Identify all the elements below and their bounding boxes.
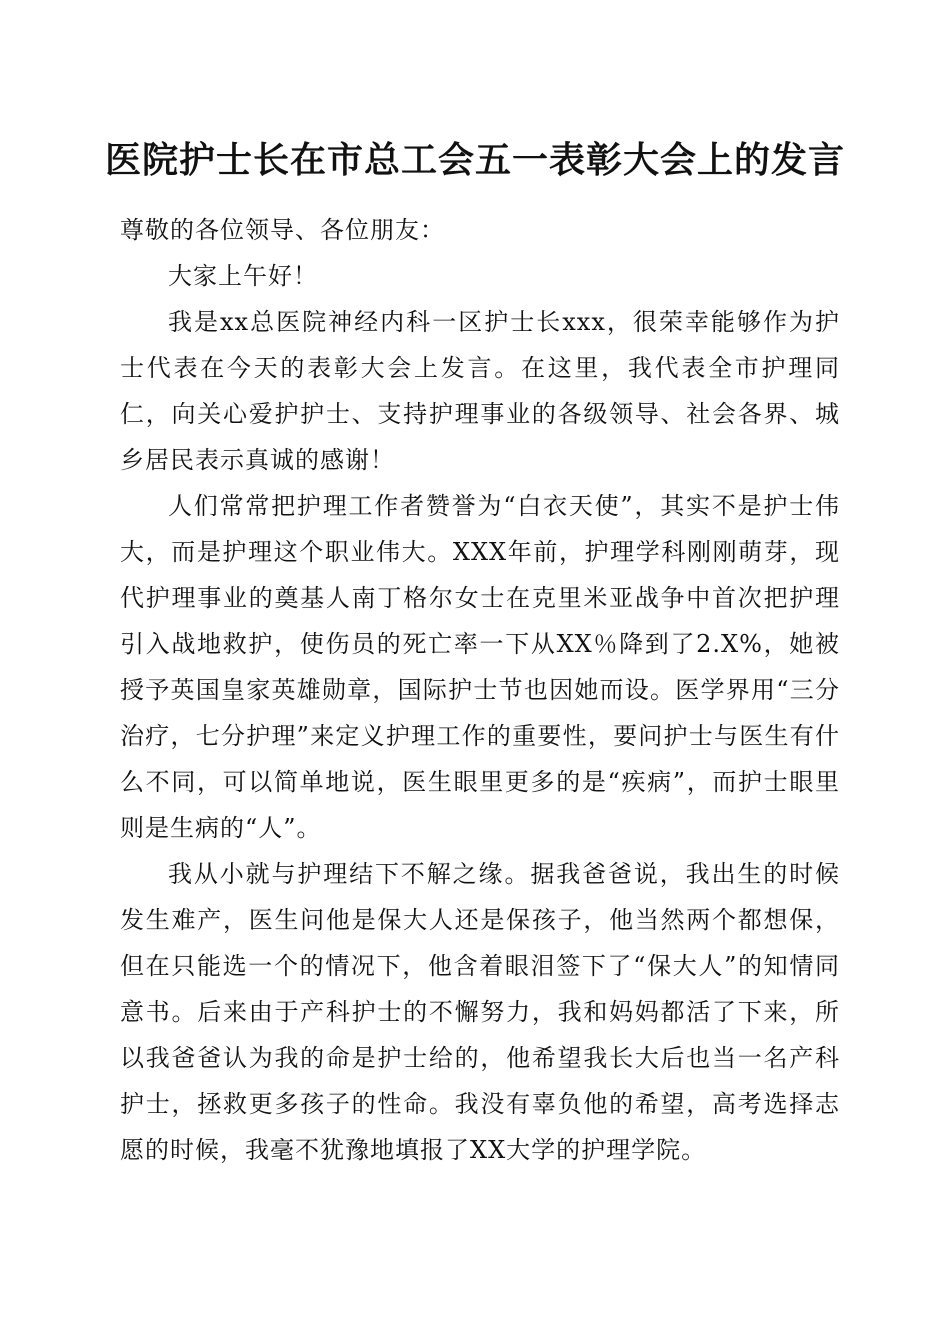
document-body (120, 207, 840, 1173)
paragraph-introduction: 我是xx总医院神经内科一区护士长xxx，很荣幸能够作为护士代表在今天的表彰大会上发言。在这里，我代表全市护理同仁，向关心爱护护士、支持护理事业的各级领导、社会各界、城乡居民表示真诚的感谢！ (120, 308, 840, 474)
salutation: 尊敬的各位领导、各位朋友： (120, 216, 445, 244)
paragraph-greeting: 大家上午好！ (168, 262, 318, 290)
paragraph-personal-story: 我从小就与护理结下不解之缘。据我爸爸说，我出生的时候发生难产，医生问他是保大人还是保孩子，他当然两个都想保，但在只能选一个的情况下，他含着眼泪签下了“保大人”的知情同意书。后来由于产科护士的不懈努力，我和妈妈都活了下来，所以我爸爸认为我的命是护士给的，他希望我长大后也当一名产科护士，拯救更多孩子的性命。我没有辜负他的希望，高考选择志愿的时候，我毫不犹豫地填报了XX大学的护理学院。 (120, 860, 840, 1164)
paragraph-nursing-profession: 人们常常把护理工作者赞誉为“白衣天使”，其实不是护士伟大，而是护理这个职业伟大。XXX年前，护理学科刚刚萌芽，现代护理事业的奠基人南丁格尔女士在克里米亚战争中首次把护理引入战地救护，使伤员的死亡率一下从XX％降到了2.X%，她被授予英国皇家英雄勋章，国际护士节也因她而设。医学界用“三分治疗，七分护理”来定义护理工作的重要性，要问护士与医生有什么不同，可以简单地说，医生眼里更多的是“疾病”，而护士眼里则是生病的“人”。 (120, 492, 840, 842)
document-title: 医院护士长在市总工会五一表彰大会上的发言 (104, 139, 845, 181)
